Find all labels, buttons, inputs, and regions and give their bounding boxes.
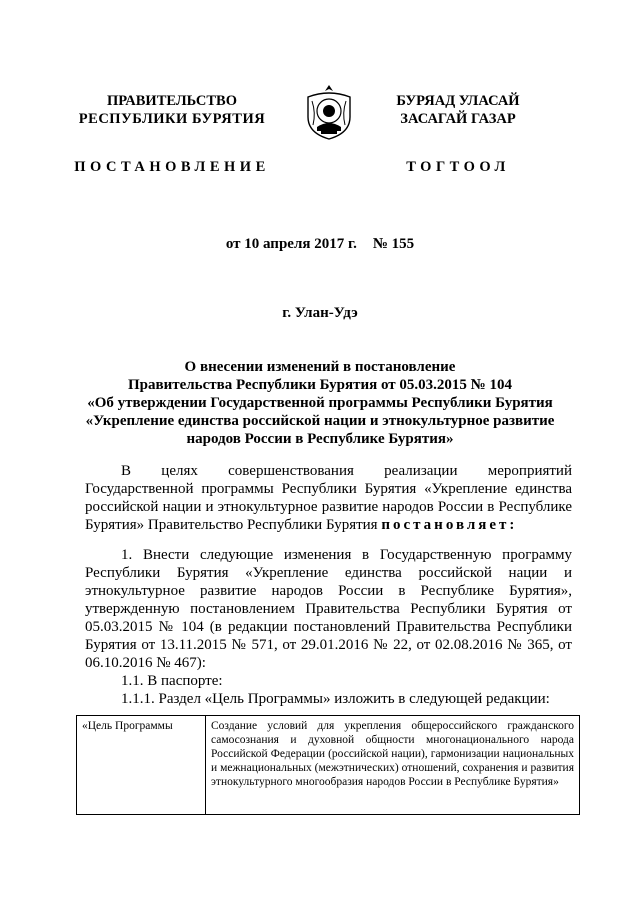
goal-table: [76, 715, 580, 815]
decree-title: [70, 358, 570, 448]
item-1-1-1: 1.1.1. Раздел «Цель Программы» изложить в следующей редакции:: [121, 691, 550, 707]
header-left-line1: ПРАВИТЕЛЬСТВО: [107, 93, 237, 109]
header-left-block: [72, 92, 272, 176]
decree-number: № 155: [372, 236, 415, 252]
item-1-1: 1.1. В паспорте:: [121, 673, 223, 689]
header-right-block: [378, 92, 538, 176]
title-line: О внесении изменений в постановление: [184, 359, 456, 375]
header-left-decree: ПОСТАНОВЛЕНИЕ: [74, 159, 270, 175]
title-line: «Об утверждении Государственной программы Республики Бурятия: [87, 395, 553, 411]
main-items: [85, 546, 572, 708]
intro-text: В целях совершенствования реализации мероприятий Государственной программы Республики Бурятия «Укрепление единства российской нации и этнокультурное развитие народов России в Республике Бурятия» Правительство Республики Бурятия: [85, 463, 572, 533]
item-1: 1. Внести следующие изменения в Государственную программу Республики Бурятия «Укрепление единства российской нации и этнокультурное развитие народов России в Республике Бурятия», утвержденную постановлением Правительства Республики Бурятия от 05.03.2015 № 104 (в редакции постановлений Правительства Республики Бурятия от 13.11.2015 № 571, от 29.01.2016 № 22, от 02.08.2016 № 365, от 06.10.2016 № 467):: [85, 547, 572, 671]
title-line: «Укрепление единства российской нации и этнокультурное развитие: [85, 413, 555, 429]
goal-label-cell: «Цель Программы: [77, 716, 206, 815]
title-line: Правительства Республики Бурятия от 05.03.2015 № 104: [127, 377, 512, 393]
table-row: [77, 716, 580, 815]
header-left-line2: РЕСПУБЛИКИ БУРЯТИЯ: [78, 111, 266, 127]
decree-date-line: [0, 236, 640, 253]
decree-city: г. Улан-Удэ: [282, 305, 358, 321]
intro-verb: постановляет:: [381, 517, 518, 533]
header-right-line1: БУРЯАД УЛАСАЙ: [396, 93, 520, 109]
goal-text-cell: Создание условий для укрепления общероссийского гражданского самосознания и духовной общности многонационального народа Российской Федерации (российской нации), гармонизации национальных и межнациональных (межэтнических) отношений, сохранения и развития этнокультурного многообразия народов России в Республике Бурятия»: [206, 716, 580, 815]
header-right-decree: ТОГТООЛ: [406, 159, 510, 175]
title-line: народов России в Республике Бурятия»: [186, 431, 454, 447]
header-right-line2: ЗАСАГАЙ ГАЗАР: [400, 111, 516, 127]
decree-date: от 10 апреля 2017 г.: [225, 236, 357, 252]
coat-of-arms-icon: [302, 83, 356, 141]
intro-paragraph: [85, 462, 572, 534]
